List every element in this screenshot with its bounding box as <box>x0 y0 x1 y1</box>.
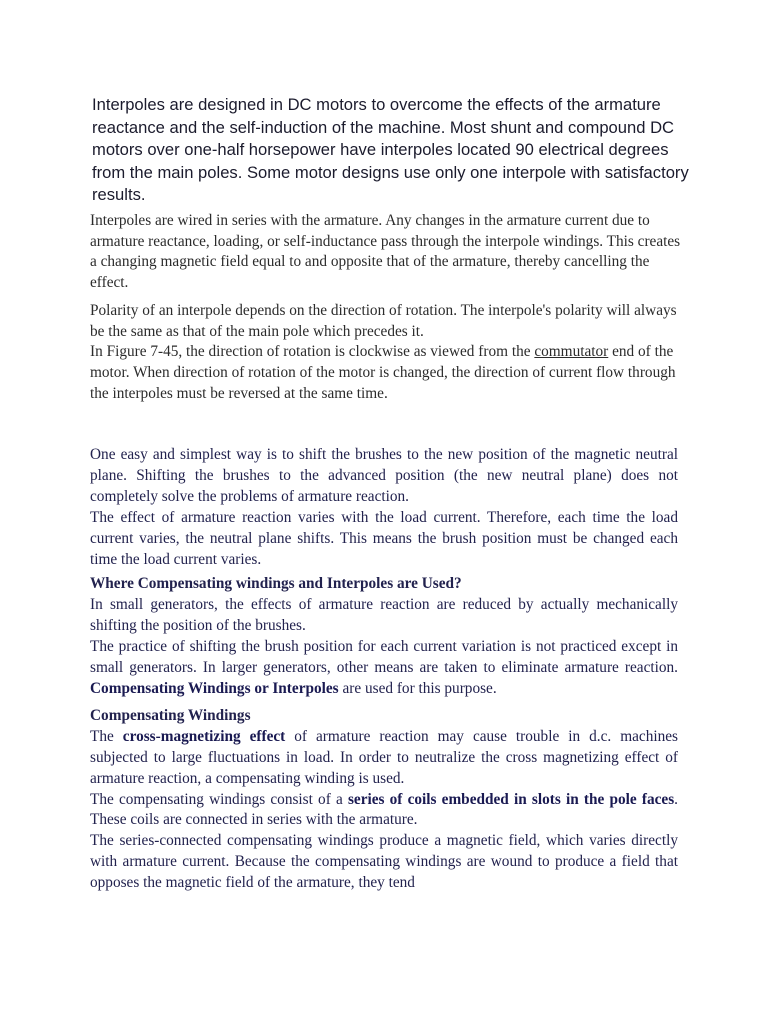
intro-paragraph: Interpoles are designed in DC motors to overcome the effects of the armature reactance and the self-induction of the machine. Most shunt and compound DC motors over one-half horsepower have interpoles located 90 electrical degrees from the main poles. Some motor designs use only one interpole with satisfactory results. <box>92 95 689 205</box>
practice-text: The practice of shifting the brush position for each current variation is not practiced except in small generators. In larger generators, other means are taken to eliminate armature reaction. <box>90 638 678 677</box>
consist-paragraph <box>90 790 678 832</box>
figure-reference-paragraph <box>90 342 690 404</box>
interpole-series-paragraph: Interpoles are wired in series with the armature. Any changes in the armature current due to armature reactance, loading, or self-inductance pass through the interpole windings. This creates a changing magnetic field equal to and opposite that of the armature, thereby cancelling the effect. <box>90 212 681 292</box>
heading-where-used: Where Compensating windings and Interpoles are Used? <box>90 575 462 593</box>
practice-paragraph <box>90 637 678 700</box>
cross-text: The <box>90 727 123 745</box>
practice-rest: are used for this purpose. <box>338 679 497 697</box>
figure-ref-rest: end of the motor. When direction of rotation of the motor is changed, the direction of current flow through the interpoles must be reversed at the same time. <box>90 343 676 402</box>
polarity-paragraph: Polarity of an interpole depends on the direction of rotation. The interpole's polarity will always be the same as that of the main pole which precedes it. <box>90 301 677 340</box>
consist-text: The compensating windings consist of a <box>90 790 348 808</box>
cross-rest: of armature reaction may cause trouble in d.c. machines subjected to large fluctuations in load. In order to neutralize the cross magnetizing effect of armature reaction, a compensating winding is used. <box>90 727 678 787</box>
interpole-section <box>90 211 690 404</box>
consist-bold: series of coils embedded in slots in the pole faces <box>347 790 675 808</box>
heading-compensating-windings: Compensating Windings <box>90 706 251 724</box>
shift-brushes-paragraph: One easy and simplest way is to shift the brushes to the new position of the magnetic neutral plane. Shifting the brushes to the advanced position (the new neutral plane) does not completely solve the problems of armature reaction. <box>90 446 678 505</box>
commutator-link[interactable]: commutator <box>534 343 609 361</box>
cross-magnetizing-paragraph <box>90 727 678 790</box>
cross-bold: cross-magnetizing effect <box>122 727 286 745</box>
figure-ref-text: In Figure 7-45, the direction of rotation is clockwise as viewed from the <box>90 343 535 361</box>
practice-bold: Compensating Windings or Interpoles <box>90 679 339 697</box>
series-connected-paragraph: The series-connected compensating windings produce a magnetic field, which varies directly with armature current. Because the compensating windings are wound to produce a field that opposes the magnetic field of the armature, they tend <box>90 832 678 892</box>
consist-rest: . These coils are connected in series with the armature. <box>90 790 678 829</box>
load-current-paragraph: The effect of armature reaction varies with the load current. Therefore, each time the load current varies, the neutral plane shifts. This means the brush position must be changed each time the load current varies. <box>90 508 678 568</box>
armature-reaction-section <box>90 445 678 894</box>
small-generators-paragraph: In small generators, the effects of armature reaction are reduced by actually mechanically shifting the position of the brushes. <box>90 596 678 635</box>
